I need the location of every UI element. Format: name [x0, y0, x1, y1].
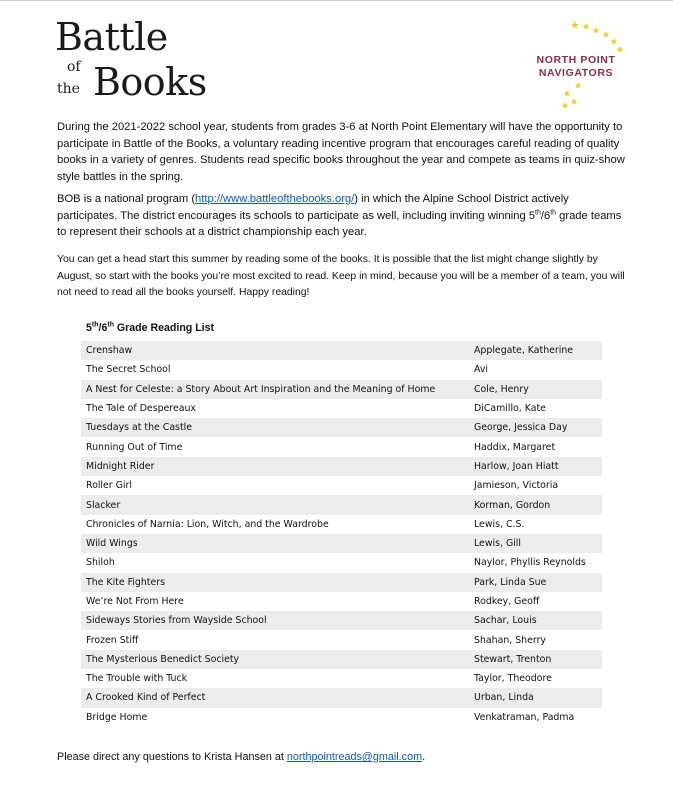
table-row	[81, 611, 602, 630]
star-icon	[583, 23, 590, 30]
book-title: Bridge Home	[86, 711, 148, 723]
book-title: The Mysterious Benedict Society	[81, 650, 469, 669]
title-text: Grade Reading List	[113, 322, 215, 334]
book-author: Harlow, Joan Hiatt	[469, 457, 602, 476]
contact-line	[57, 751, 425, 763]
table-row	[81, 457, 602, 476]
superscript-th: th	[91, 321, 99, 329]
program-text-end: grade teams to represent their schools at a district championship each year.	[57, 209, 622, 238]
book-author: George, Jessica Day	[469, 418, 602, 437]
program-text-mid: ) in which the Alpine School District actively participates. The district encourages its schools to participate as well, including inviting winning 5	[57, 193, 569, 222]
program-text-start: BOB is a national program (	[57, 193, 196, 205]
contact-email-link[interactable]: northpointreads@gmail.com	[286, 751, 423, 763]
book-author: Sachar, Louis	[469, 611, 602, 630]
book-title: Slacker	[81, 495, 469, 514]
logo-row-2	[55, 56, 207, 114]
star-icon	[564, 90, 571, 97]
book-author: Jamieson, Victoria	[474, 480, 559, 492]
table-row	[81, 650, 602, 669]
book-author: Avi	[474, 364, 489, 376]
book-author: Venkatraman, Padma	[474, 711, 575, 723]
title-grade-5: 5	[86, 322, 92, 334]
star-icon	[617, 46, 624, 53]
book-title: Running Out of Time	[86, 441, 183, 453]
book-title: Midnight Rider	[81, 457, 469, 476]
book-title: A Crooked Kind of Perfect	[81, 688, 469, 707]
book-author: Naylor, Phyllis Reynolds	[474, 557, 586, 569]
superscript-th: th	[535, 208, 541, 216]
book-title: Sideways Stories from Wayside School	[81, 611, 469, 630]
intro-paragraph: During the 2021-2022 school year, students from grades 3-6 at North Point Elementary will have the opportunity to participate in Battle of the Books, a voluntary reading incentive program that encourages careful reading of quality books in a variety of genres. Students read specific books throughout the year and compete as teams in quiz-show style battles in the spring.	[57, 121, 625, 183]
table-row	[81, 688, 602, 707]
logo-word-books: Books	[93, 60, 207, 104]
program-paragraph	[57, 191, 627, 241]
table-row	[81, 360, 602, 379]
book-title: We’re Not From Here	[86, 596, 184, 607]
superscript-th: th	[107, 321, 114, 329]
table-row	[81, 495, 602, 514]
table-row	[81, 669, 602, 688]
title-grade-6: /6	[98, 322, 108, 334]
page-top-border	[0, 0, 673, 1]
book-author: DiCamillo, Kate	[474, 403, 546, 415]
book-author: Lewis, Gill	[469, 534, 602, 553]
book-title: Crenshaw	[81, 341, 469, 360]
star-icon	[593, 27, 600, 34]
table-row	[81, 592, 602, 611]
table-row	[81, 553, 602, 572]
reading-list-title	[86, 322, 214, 334]
table-row	[81, 515, 602, 534]
star-icon	[575, 82, 582, 89]
summer-reading-paragraph: You can get a head start this summer by reading some of the books. It is possible that the list might change slightly by August, so start with the books you’re most excited to read. Keep in mind, because you will be a member of a team, you will not need to read all the books yourself. Happy reading!	[57, 254, 625, 298]
book-author: Cole, Henry	[469, 380, 602, 399]
book-title: Shiloh	[86, 557, 115, 569]
reading-list-table	[81, 341, 602, 727]
book-title: Chronicles of Narnia: Lion, Witch, and the Wardrobe	[86, 518, 329, 530]
book-author: Haddix, Margaret	[474, 441, 556, 453]
superscript-th: th	[550, 208, 557, 216]
book-title: The Kite Fighters	[81, 573, 469, 592]
book-title: The Tale of Despereaux	[86, 403, 196, 415]
table-row	[81, 399, 602, 418]
book-author: Rodkey, Geoff	[474, 596, 540, 607]
logo-word-the: the	[57, 81, 80, 97]
table-row	[81, 708, 602, 727]
logo-line-north-point: NORTH POINT	[536, 54, 616, 66]
contact-text: Please direct any questions to Krista Hansen at	[57, 751, 287, 763]
table-row	[81, 380, 602, 399]
table-row	[81, 341, 602, 360]
star-icon	[571, 98, 578, 105]
table-row	[81, 476, 602, 495]
book-title: Frozen Stiff	[86, 634, 139, 646]
contact-end: .	[422, 751, 426, 763]
book-author: Korman, Gordon	[469, 495, 602, 514]
book-title: A Nest for Celeste: a Story About Art Inspiration and the Meaning of Home	[81, 380, 469, 399]
star-icon	[562, 102, 569, 109]
book-author: Taylor, Theodore	[474, 673, 552, 685]
north-point-navigators-logo	[520, 18, 630, 110]
logo-line-navigators: NAVIGATORS	[538, 67, 614, 79]
table-row	[81, 573, 602, 592]
book-title: Wild Wings	[81, 534, 469, 553]
battle-of-books-link[interactable]: http://www.battleofthebooks.org/	[195, 193, 355, 205]
logo-word-of: of	[67, 59, 81, 75]
book-author: Park, Linda Sue	[469, 573, 602, 592]
book-title: The Secret School	[86, 364, 171, 376]
logo-word-battle: Battle	[55, 15, 168, 59]
table-row	[81, 630, 602, 649]
table-row	[81, 418, 602, 437]
table-row	[81, 534, 602, 553]
book-author: Lewis, C.S.	[474, 518, 525, 530]
book-author: Shahan, Sherry	[474, 634, 546, 646]
book-author: Urban, Linda	[469, 688, 602, 707]
book-title: Tuesdays at the Castle	[81, 418, 469, 437]
star-icon	[571, 21, 579, 29]
program-text-slash: /6	[540, 209, 551, 222]
book-author: Stewart, Trenton	[469, 650, 602, 669]
battle-of-the-books-logo	[55, 15, 207, 114]
star-icon	[611, 38, 618, 45]
star-icon	[603, 31, 610, 38]
book-author: Applegate, Katherine	[469, 341, 602, 360]
table-row	[81, 437, 602, 456]
book-title: The Trouble with Tuck	[86, 673, 188, 685]
book-title: Roller Girl	[86, 480, 132, 492]
